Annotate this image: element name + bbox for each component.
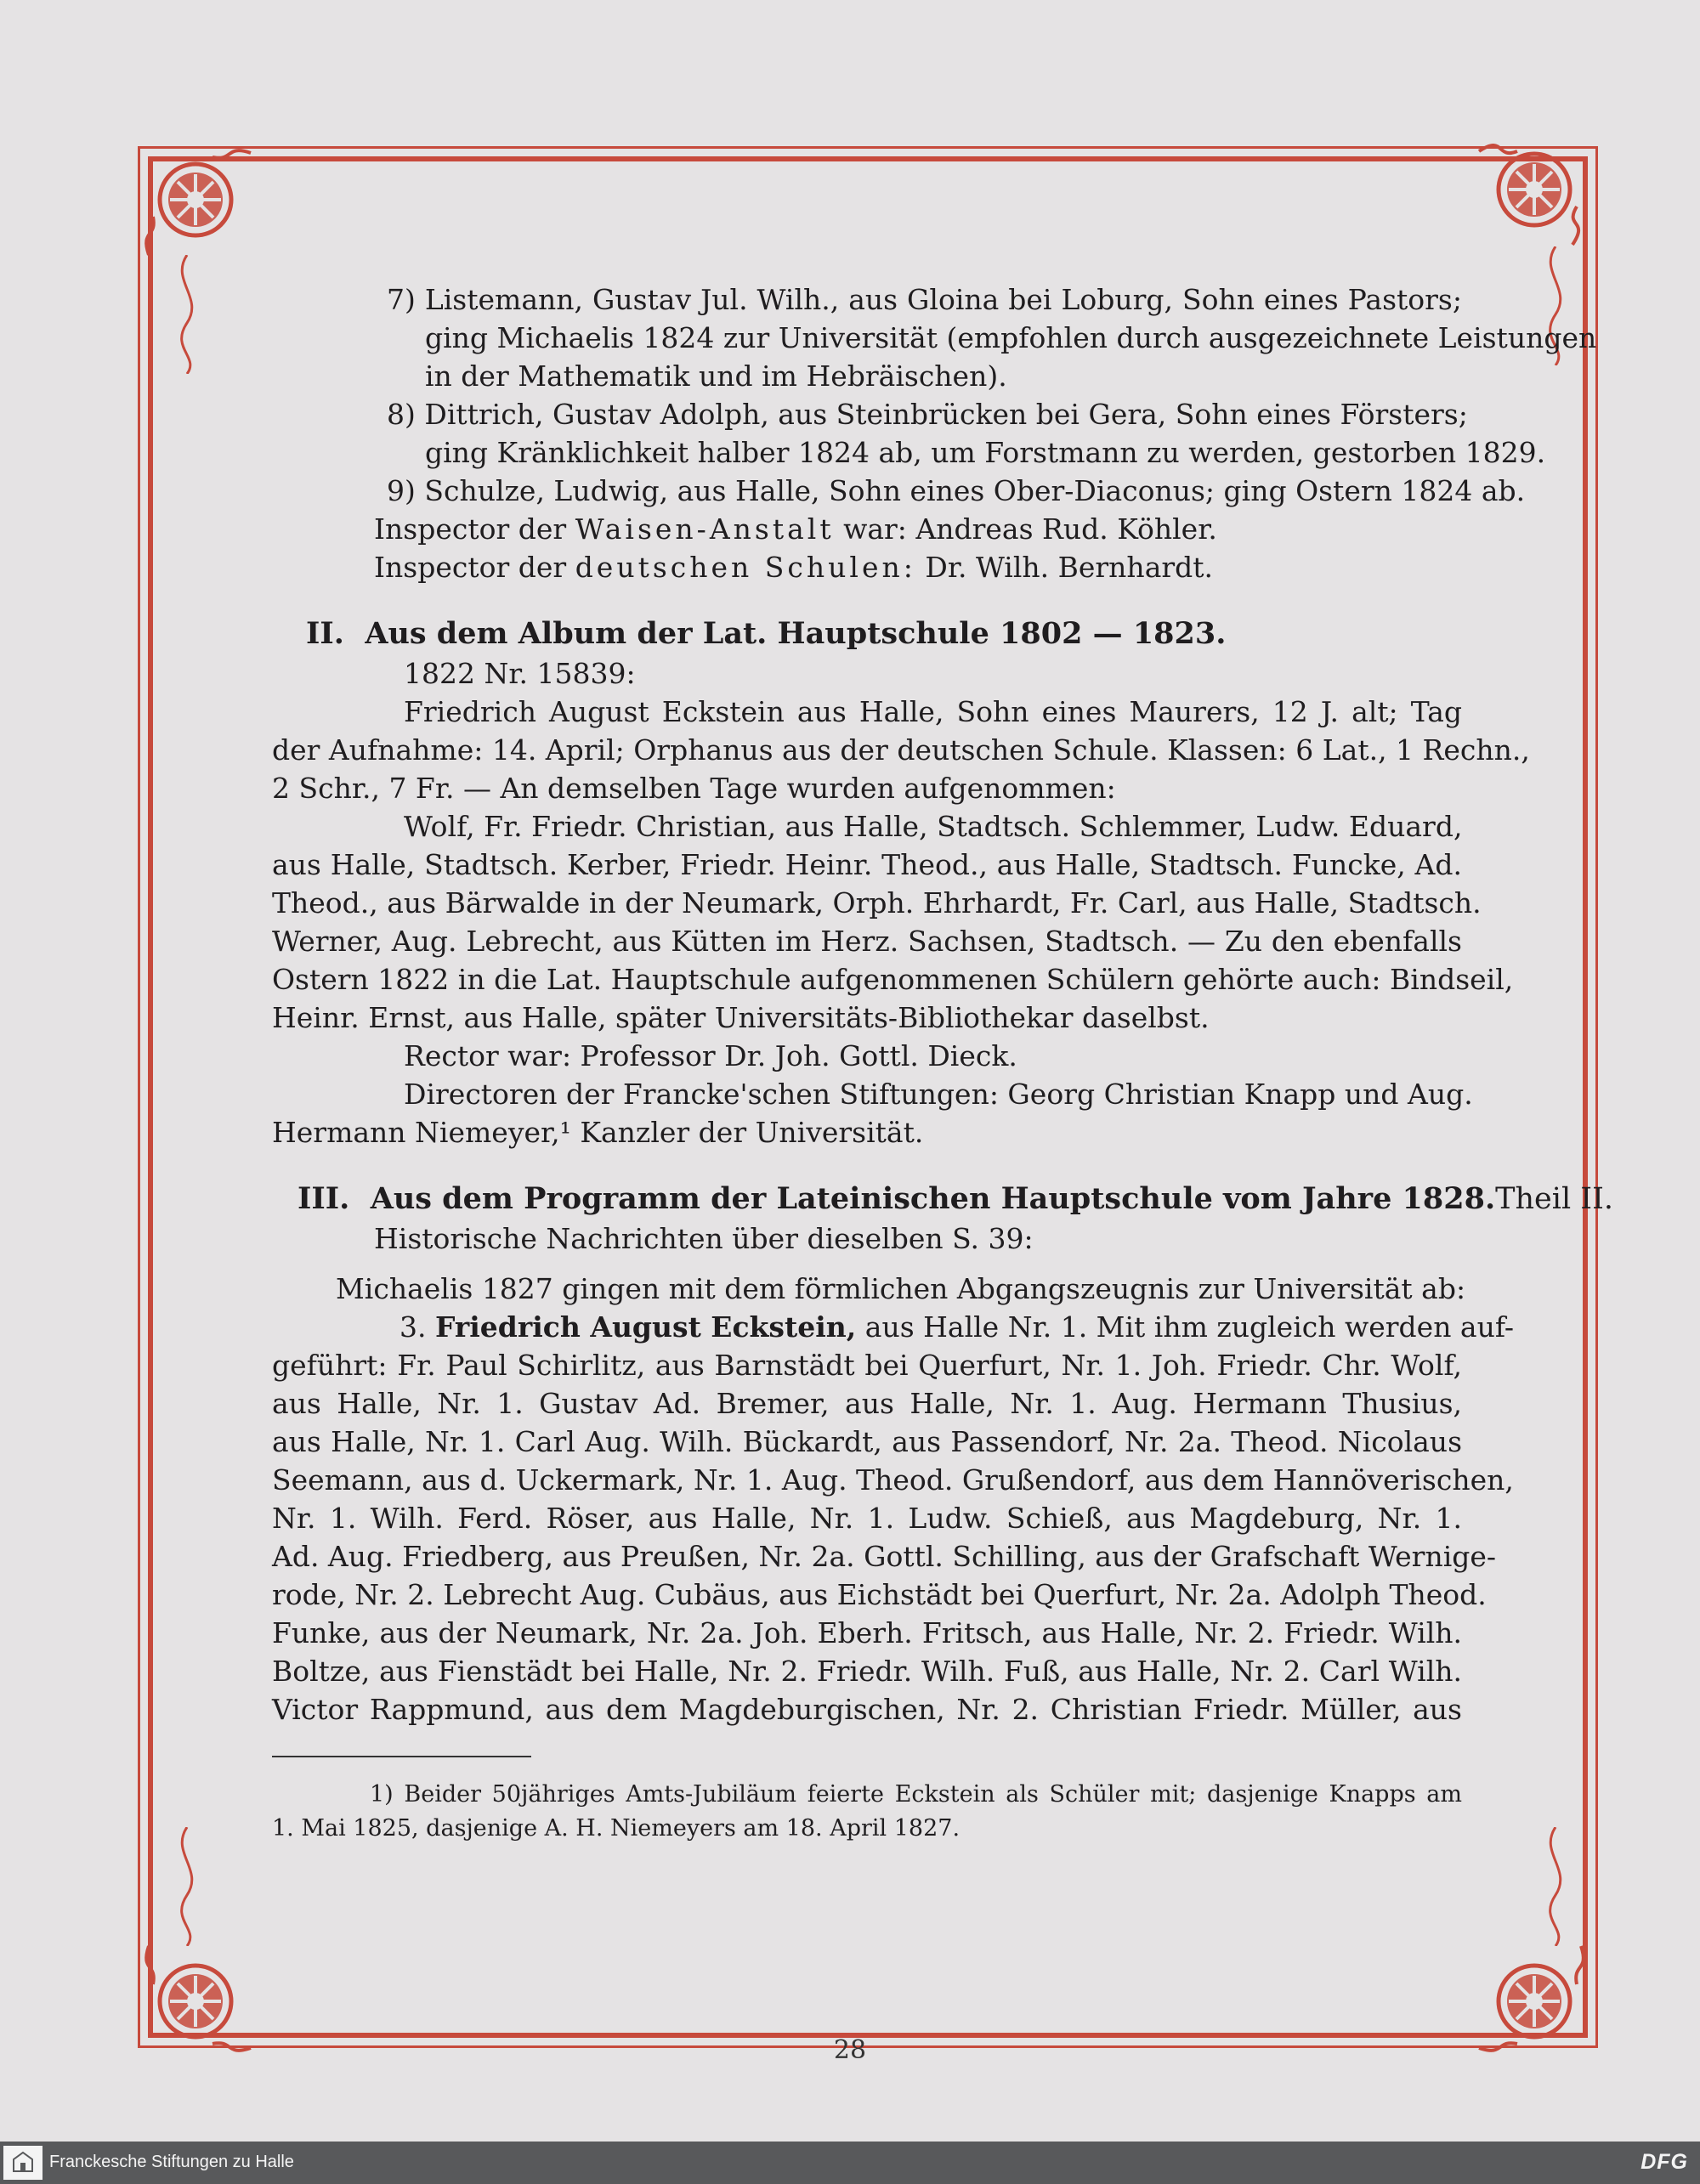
text-body [272, 280, 1614, 1846]
paragraph: Wolf, Fr. Friedr. Christian, aus Halle, Stadtsch. Schlemmer, Ludw. Eduard, aus Halle, Stadtsch. Kerber, Friedr. Heinr. Theod., aus Halle, Stadtsch. Funcke, Ad. Theod., aus Bärwalde in der Neumark, Orph. Ehrhardt, Fr. Carl, aus Halle, Stadtsch. Werner, Aug. Lebrecht, aus Kütten im Herz. Sachsen, Stadtsch. — Zu den ebenfalls Ostern 1822 in die Lat. Hauptschule aufgenommenen Schülern gehörte auch: Bindseil, Heinr. Ernst, aus Halle, später Universitäts-Bibliothekar daselbst. [272, 810, 1514, 1034]
item-line: Schulze, Ludwig, aus Halle, Sohn eines Ober-Diaconus; ging Ostern 1824 ab. [424, 474, 1526, 507]
dfg-logo: DFG [1640, 2150, 1688, 2174]
page-number: 28 [833, 2035, 867, 2065]
item-number: 9) [387, 474, 416, 507]
student-list [272, 280, 1597, 510]
inspector-orphanage: Inspector der Waisen-Anstalt war: Andreas Rud. Köhler. [374, 512, 1217, 546]
paragraph: Friedrich August Eckstein aus Halle, Sohn eines Maurers, 12 J. alt; Tag der Aufnahme: 14. April; Orphanus aus der deutschen Schule. Klassen: 6 Lat., 1 Rechn., 2 Schr., 7 Fr. — An demselben Tage wurden aufgenommen: [272, 695, 1530, 805]
scroll-ornament-icon [170, 255, 204, 374]
album-entry-number: 1822 Nr. 15839: [404, 657, 636, 690]
item-line: Dittrich, Gustav Adolph, aus Steinbrücken bei Gera, Sohn eines Försters; [424, 398, 1468, 431]
footnote: 1) Beider 50jähriges Amts-Jubiläum feierte Eckstein als Schüler mit; dasjenige Knapps am 1. Mai 1825, dasjenige A. H. Niemeyers am 18. April 1827. [272, 1781, 1462, 1842]
section-subheading: Historische Nachrichten über dieselben S. 39: [374, 1222, 1034, 1255]
list-item [272, 280, 1597, 395]
footnote-divider [272, 1756, 531, 1757]
item-number: 7) [387, 283, 416, 316]
paragraph: 3. Friedrich August Eckstein, aus Halle Nr. 1. Mit ihm zugleich werden auf- geführt: Fr. Paul Schirlitz, aus Barnstädt bei Querfurt, Nr. 1. Joh. Friedr. Chr. Wolf, aus Halle, Nr. 1. Gustav Ad. Bremer, aus Halle, Nr. 1. Aug. Hermann Thusius, aus Halle, Nr. 1. Carl Aug. Wilh. Bückardt, aus Passendorf, Nr. 2a. Theod. Nicolaus Seemann, aus d. Uckermark, Nr. 1. Aug. Theod. Grußendorf, aus dem Hannöverischen, Nr. 1. Wilh. Ferd. Röser, aus Halle, Nr. 1. Ludw. Schieß, aus Magdeburg, Nr. 1. Ad. Aug. Friedberg, aus Preußen, Nr. 2a. Gottl. Schilling, aus der Grafschaft Wernige- rode, Nr. 2. Lebrecht Aug. Cubäus, aus Eichstädt bei Querfurt, Nr. 2a. Adolph Theod. Funke, aus der Neumark, Nr. 2a. Joh. Eberh. Fritsch, aus Halle, Nr. 2. Friedr. Wilh. Boltze, aus Fienstädt bei Halle, Nr. 2. Friedr. Wilh. Fuß, aus Halle, Nr. 2. Carl Wilh. Victor Rappmund, aus dem Magdeburgischen, Nr. 2. Christian Friedr. Müller, aus [272, 1310, 1515, 1726]
list-item [272, 395, 1546, 472]
corner-rosette-icon [132, 136, 259, 263]
item-line: in der Mathematik und im Hebräischen). [425, 359, 1007, 393]
institution-name: Franckesche Stiftungen zu Halle [49, 2153, 294, 2171]
item-line: ging Michaelis 1824 zur Universität (empfohlen durch ausgezeichnete Leistungen [425, 321, 1597, 354]
viewer-footer-bar [0, 2142, 1700, 2184]
scroll-ornament-icon [1538, 1827, 1572, 1946]
scroll-ornament-icon [170, 1827, 204, 1946]
list-item [272, 472, 1526, 510]
institution-logo-icon [3, 2146, 42, 2180]
section-heading: III. Aus dem Programm der Lateinischen Hauptschule vom Jahre 1828. Theil II. [298, 1181, 1614, 1216]
inspector-schools: Inspector der deutschen Schulen: Dr. Wilh. Bernhardt. [374, 551, 1214, 584]
item-line: ging Kränklichkeit halber 1824 ab, um Forstmann zu werden, gestorben 1829. [425, 436, 1546, 469]
intro-line: Michaelis 1827 gingen mit dem förmlichen Abgangszeugnis zur Universität ab: [336, 1272, 1466, 1305]
item-line: Listemann, Gustav Jul. Wilh., aus Gloina bei Loburg, Sohn eines Pastors; [424, 283, 1462, 316]
section-heading: II. Aus dem Album der Lat. Hauptschule 1802 — 1823. [306, 616, 1227, 651]
paragraph: Directoren der Francke'schen Stiftungen: Georg Christian Knapp und Aug. Hermann Niemeyer,¹ Kanzler der Universität. [272, 1078, 1473, 1149]
rector-line: Rector war: Professor Dr. Joh. Gottl. Dieck. [404, 1039, 1017, 1072]
item-number: 8) [387, 398, 416, 431]
corner-rosette-icon [1470, 126, 1598, 253]
